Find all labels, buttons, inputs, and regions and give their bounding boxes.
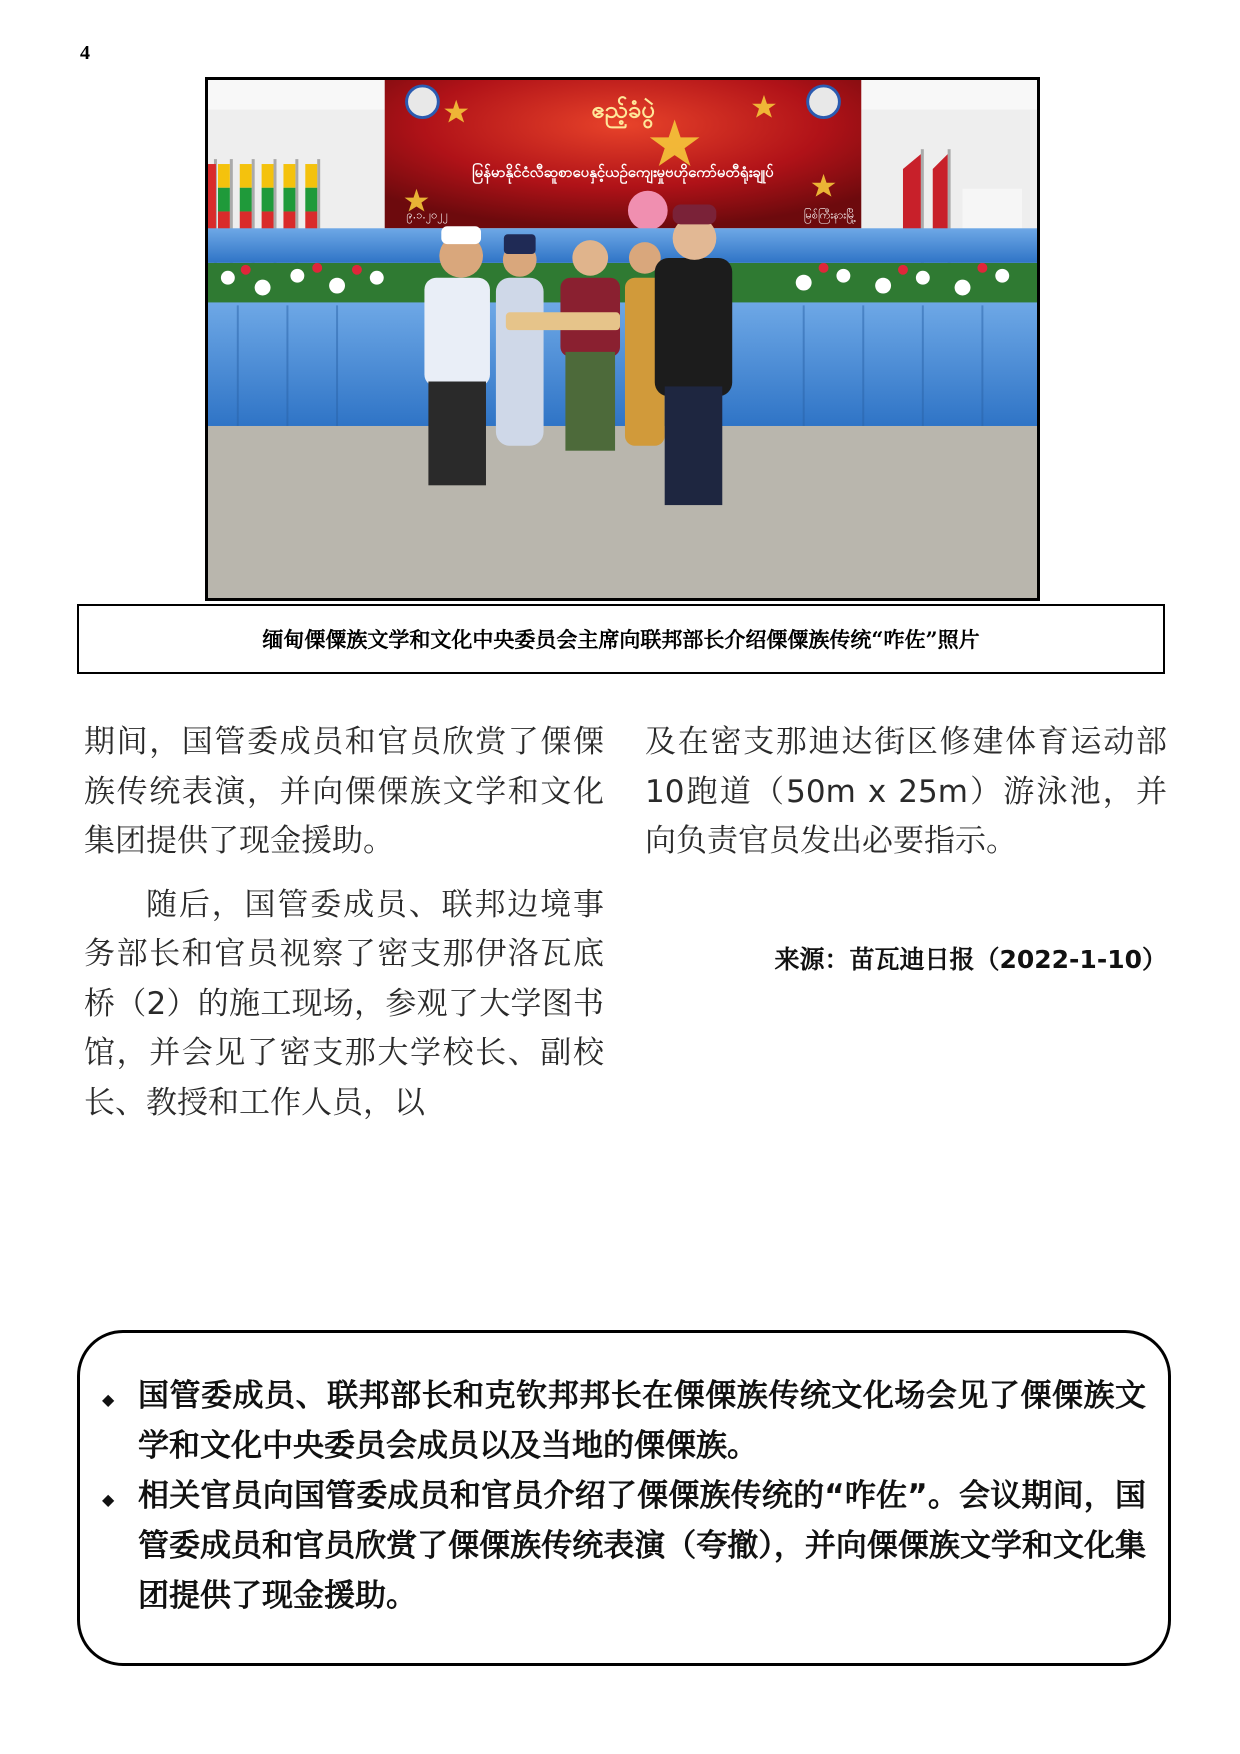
floor xyxy=(208,426,1037,598)
summary-item xyxy=(100,1471,1146,1621)
left-paragraph-1: 期间，国管委成员和官员欣赏了傈傈族传统表演，并向傈傈族文学和文化集团提供了现金援助。 xyxy=(84,724,604,859)
source-line: 来源：苗瓦迪日报（2022-1-10） xyxy=(774,945,1167,974)
right-paragraph-1: 及在密支那迪达街区修建体育运动部10跑道（50m x 25m）游泳池，并向负责官员发出必要指示。 xyxy=(645,724,1167,859)
summary-item-text: 相关官员向国管委成员和官员介绍了傈傈族传统的“咋佐”。会议期间，国管委成员和官员欣赏了傈傈族传统表演（夸撤），并向傈傈族文学和文化集团提供了现金援助。 xyxy=(138,1478,1146,1614)
photo-caption: 缅甸傈僳族文学和文化中央委员会主席向联邦部长介绍傈僳族传统“咋佐”照片 xyxy=(77,604,1165,674)
blue-table-skirt xyxy=(208,302,1037,426)
diamond-bullet-icon: ◆ xyxy=(102,1490,115,1509)
banner-date: ၉.၁.၂၀၂၂ xyxy=(406,208,448,222)
left-column xyxy=(84,718,604,1142)
photo-illustration xyxy=(208,80,1037,598)
page-number: 4 xyxy=(80,42,90,64)
banner-place: မြစ်ကြီးနားမြို့ xyxy=(803,208,856,222)
summary-box xyxy=(77,1330,1171,1666)
right-column xyxy=(645,718,1167,881)
banner-title: ဧည့်ခံပွဲ xyxy=(591,95,655,124)
summary-item xyxy=(100,1371,1146,1471)
summary-item-text: 国管委成员、联邦部长和克钦邦邦长在傈傈族传统文化场会见了傈傈族文学和文化中央委员会成员以及当地的傈傈族。 xyxy=(138,1378,1146,1464)
event-photo xyxy=(205,77,1040,601)
left-paragraph-2: 随后，国管委成员、联邦边境事务部长和官员视察了密支那伊洛瓦底桥（2）的施工现场，参观了大学图书馆，并会见了密支那大学校长、副校长、教授和工作人员，以 xyxy=(84,886,604,1121)
banner-subtitle: မြန်မာနိုင်ငံလီဆူစာပေနှင့်ယဉ်ကျေးမှုဗဟိုကော်မတီရုံးချုပ် xyxy=(472,162,774,181)
diamond-bullet-icon: ◆ xyxy=(102,1390,115,1409)
